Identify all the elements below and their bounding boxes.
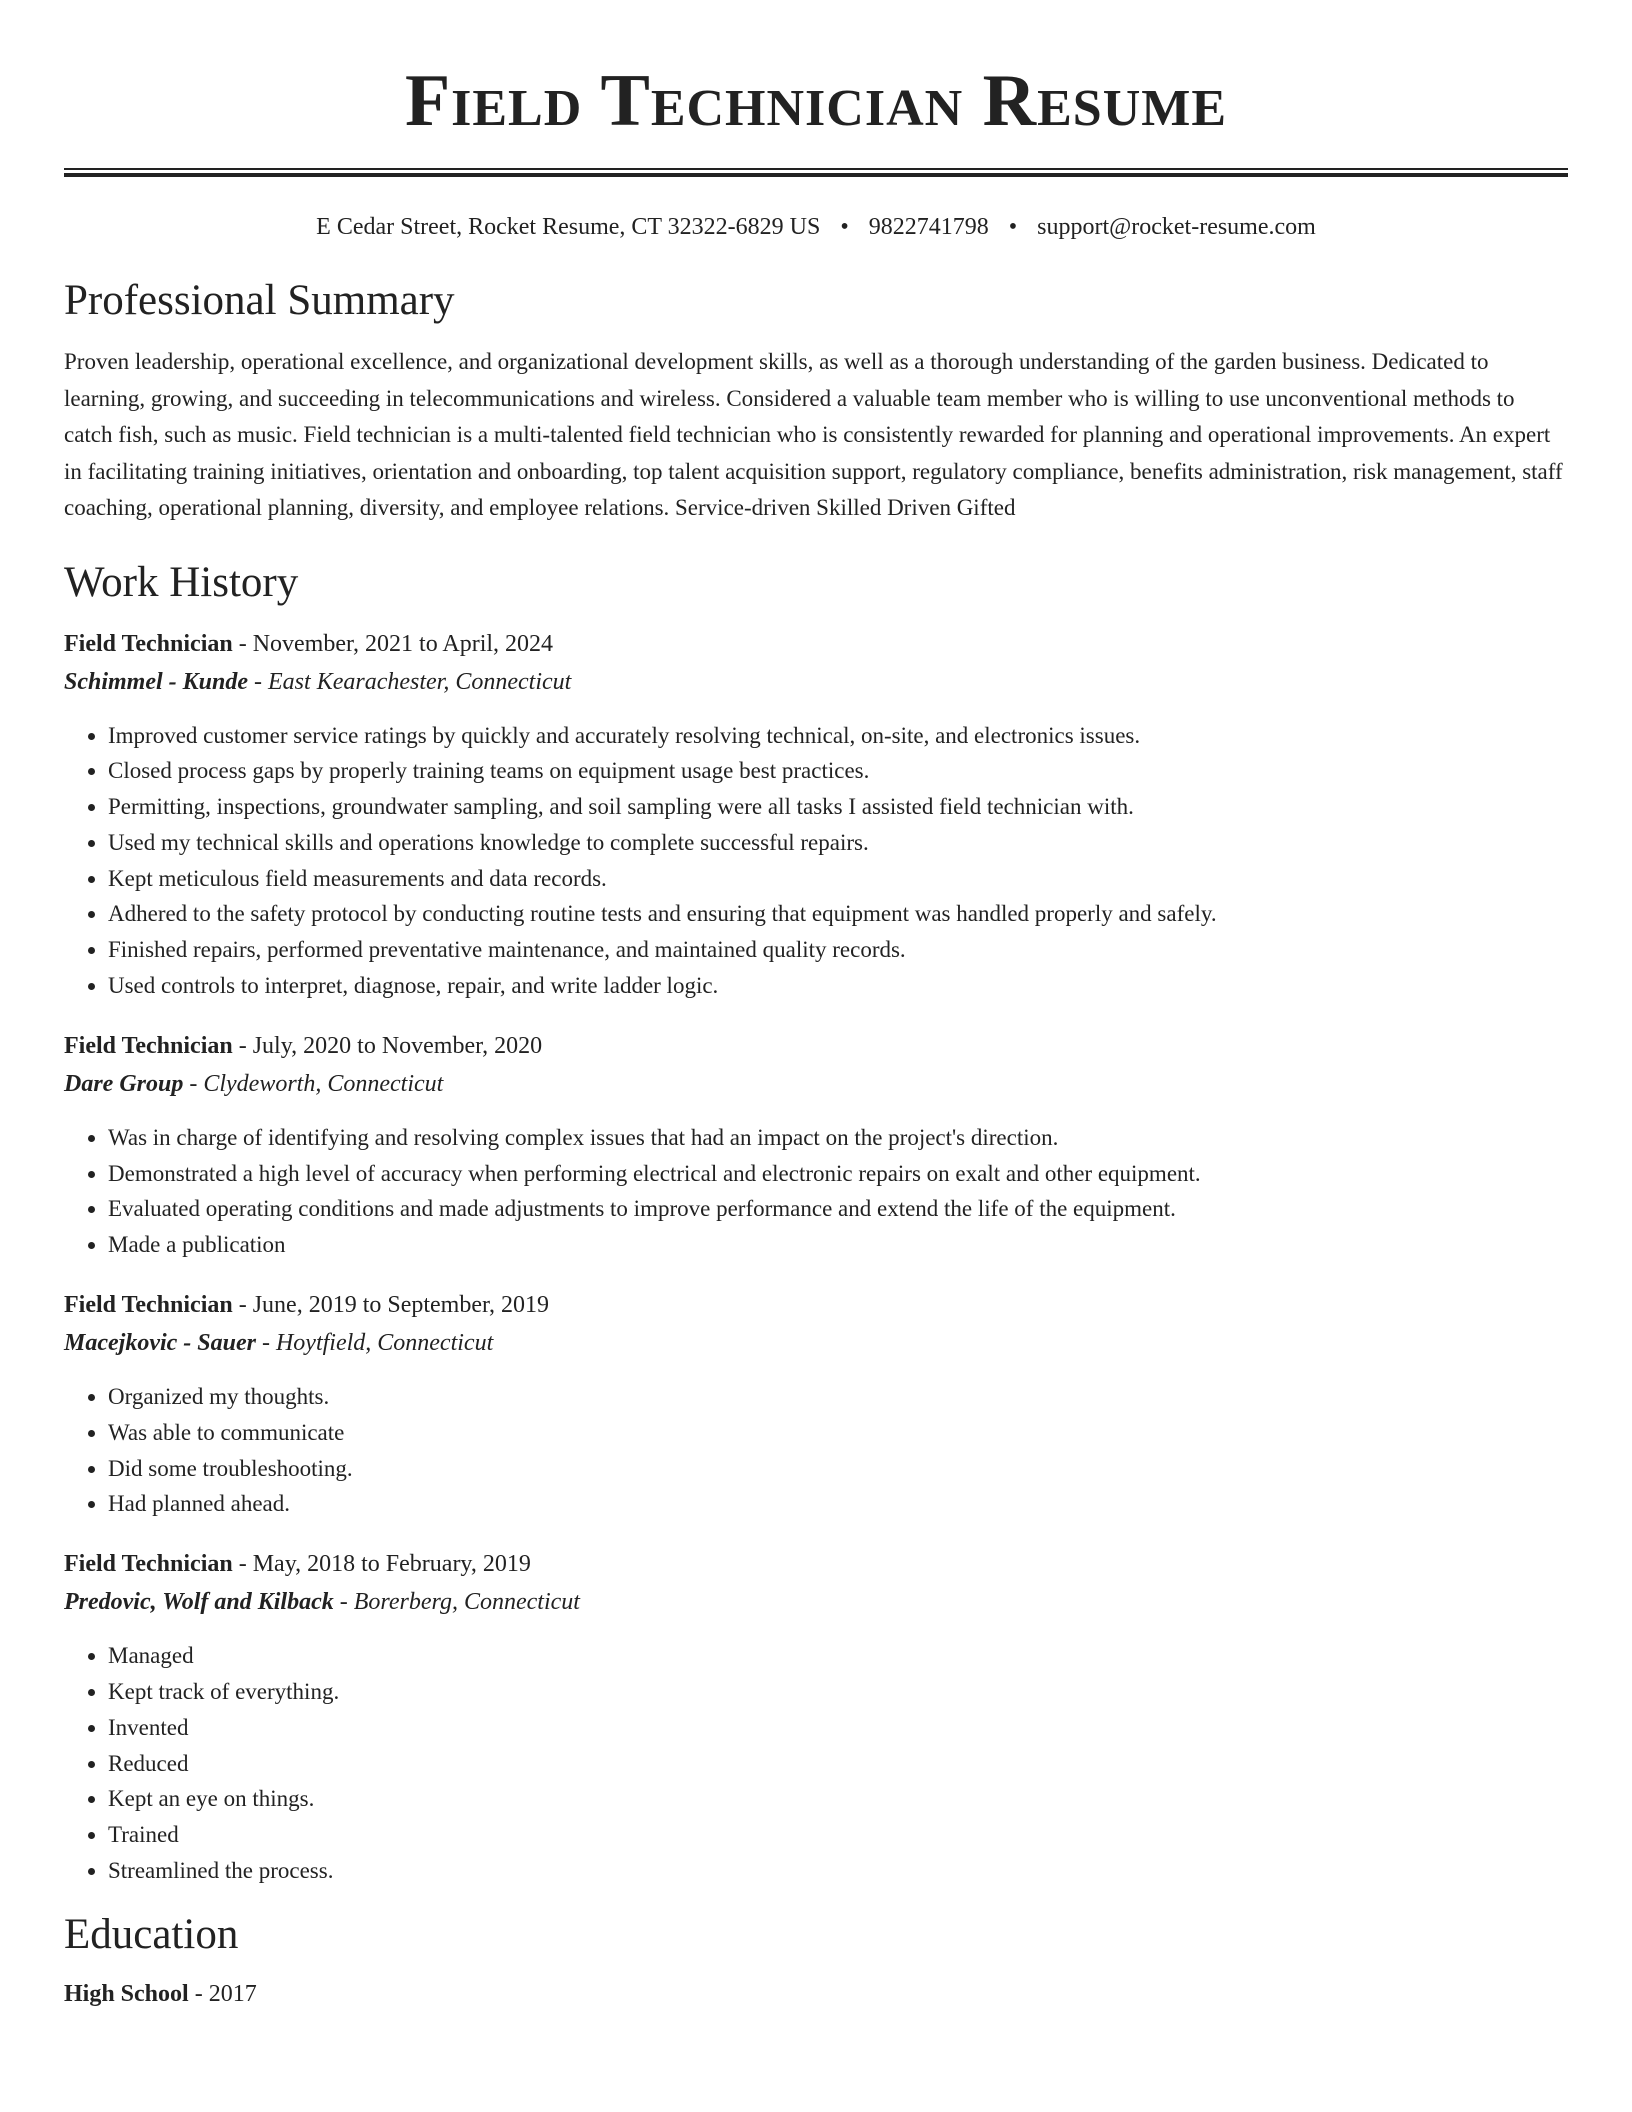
job-bullet: • Organized my thoughts. [108, 1379, 1568, 1415]
job-bullets [64, 1638, 1568, 1889]
contact-email: support@rocket-resume.com [1037, 214, 1316, 240]
job-bullet: • Adhered to the safety protocol by conducting routine tests and ensuring that equipment was handled properly and safely. [108, 896, 1568, 932]
job-location: - Borerberg, Connecticut [333, 1589, 580, 1616]
job-header [64, 1293, 1568, 1317]
job-bullet: • Was in charge of identifying and resolving complex issues that had an impact on the project's direction. [108, 1120, 1568, 1156]
job-bullet: • Streamlined the process. [108, 1853, 1568, 1889]
job-dates: - June, 2019 to September, 2019 [232, 1292, 550, 1319]
job-bullet: • Finished repairs, performed preventative maintenance, and maintained quality records. [108, 932, 1568, 968]
job-list [64, 632, 1568, 1889]
document-title: Field Technician Resume [404, 60, 1228, 142]
job-location: - Clydeworth, Connecticut [183, 1070, 444, 1097]
job-location: - East Kearachester, Connecticut [248, 668, 572, 695]
job-location: - Hoytfield, Connecticut [255, 1330, 494, 1357]
work-history-heading: Work History [64, 558, 299, 606]
job-entry [64, 632, 1568, 1004]
job-bullets [64, 1379, 1568, 1522]
job-title: Field Technician [64, 1032, 233, 1059]
employer-line [64, 670, 1568, 694]
job-header [64, 1034, 1568, 1058]
education-degree: High School [64, 1980, 189, 2007]
contact-separator: • [1008, 214, 1018, 240]
job-dates: - November, 2021 to April, 2024 [232, 630, 554, 657]
summary-heading: Professional Summary [64, 277, 455, 324]
education-entry [64, 1982, 1568, 2006]
job-bullet: • Reduced [108, 1746, 1568, 1782]
job-title: Field Technician [64, 1292, 233, 1319]
job-header [64, 632, 1568, 656]
job-title: Field Technician [64, 630, 233, 657]
job-bullet: • Improved customer service ratings by quickly and accurately resolving technical, on-site, and electronics issues. [108, 718, 1568, 754]
job-bullet: • Kept an eye on things. [108, 1781, 1568, 1817]
company-name: Dare Group [64, 1070, 184, 1097]
employer-line [64, 1331, 1568, 1355]
job-bullet: • Had planned ahead. [108, 1486, 1568, 1522]
title-divider [64, 168, 1568, 177]
company-name: Predovic, Wolf and Kilback [64, 1589, 334, 1616]
contact-separator: • [840, 214, 849, 240]
contact-phone: 9822741798 [868, 214, 989, 240]
job-bullet: • Evaluated operating conditions and made adjustments to improve performance and extend the life of the equipment. [108, 1191, 1568, 1227]
job-bullet: • Was able to communicate [108, 1415, 1568, 1451]
job-bullet: • Demonstrated a high level of accuracy when performing electrical and electronic repairs on exalt and other equipment. [108, 1156, 1568, 1192]
job-bullet: • Closed process gaps by properly training teams on equipment usage best practices. [108, 753, 1568, 789]
company-name: Schimmel - Kunde [64, 668, 249, 695]
education-heading: Education [64, 1910, 239, 1958]
job-dates: - May, 2018 to February, 2019 [232, 1551, 531, 1578]
job-entry [64, 1552, 1568, 1889]
employer-line [64, 1590, 1568, 1614]
job-bullet: • Made a publication [108, 1227, 1568, 1263]
contact-address: E Cedar Street, Rocket Resume, CT 32322-6829 US [316, 214, 821, 240]
education-year: - 2017 [188, 1980, 257, 2007]
job-bullet: • Invented [108, 1710, 1568, 1746]
job-bullet: • Trained [108, 1817, 1568, 1853]
employer-line [64, 1072, 1568, 1096]
job-dates: - July, 2020 to November, 2020 [232, 1032, 543, 1059]
job-bullet: • Kept meticulous field measurements and data records. [108, 861, 1568, 897]
job-bullet: • Used my technical skills and operations knowledge to complete successful repairs. [108, 825, 1568, 861]
job-entry [64, 1293, 1568, 1522]
summary-text: Proven leadership, operational excellence, and organizational development skills, as well as a thorough understanding of the garden business. Dedicated to learning, growing, and succeeding in telecommunications and wireless. Considered a valuable team member who is willing to use unconventional methods to catch fish, such as music. Field technician is a multi-talented field technician who is consistently rewarded for planning and operational improvements. An expert in facilitating training initiatives, orientation and onboarding, top talent acquisition support, regulatory compliance, benefits administration, risk management, staff coaching, operational planning, diversity, and employee relations. Service-driven Skilled Driven Gifted [64, 349, 1563, 520]
job-bullet: • Permitting, inspections, groundwater sampling, and soil sampling were all tasks I assisted field technician with. [108, 789, 1568, 825]
contact-line [64, 215, 1568, 239]
job-bullet: • Did some troubleshooting. [108, 1451, 1568, 1487]
job-title: Field Technician [64, 1551, 233, 1578]
job-bullets [64, 718, 1568, 1004]
company-name: Macejkovic - Sauer [64, 1330, 256, 1357]
job-header [64, 1552, 1568, 1576]
job-bullet: • Managed [108, 1638, 1568, 1674]
job-entry [64, 1034, 1568, 1263]
job-bullet: • Kept track of everything. [108, 1674, 1568, 1710]
job-bullets [64, 1120, 1568, 1263]
job-bullet: • Used controls to interpret, diagnose, repair, and write ladder logic. [108, 968, 1568, 1004]
